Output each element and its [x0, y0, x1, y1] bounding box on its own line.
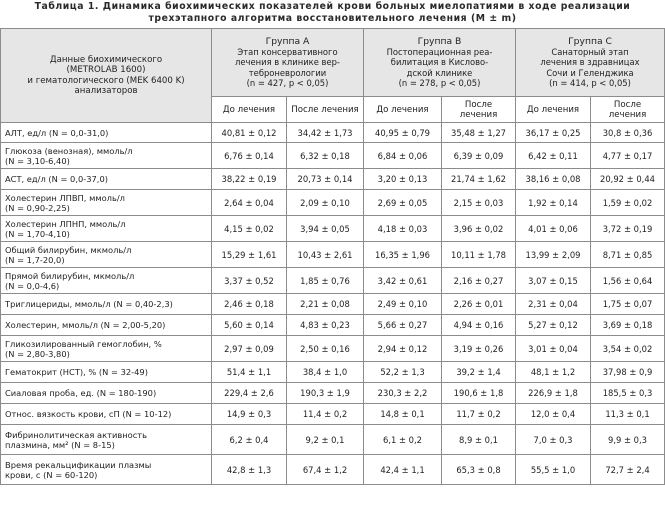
- value-cell: 34,42 ± 1,73: [287, 123, 364, 143]
- group-c-desc: Санаторный этап: [551, 47, 629, 58]
- parameter-header-line: Данные биохимического: [49, 54, 163, 65]
- value-cell: 3,19 ± 0,26: [442, 336, 516, 362]
- table-row: [1, 425, 665, 455]
- group-b-desc: Постоперационная реа-: [386, 47, 493, 58]
- value-cell: 2,97 ± 0,09: [212, 336, 287, 362]
- value-cell: 3,54 ± 0,02: [591, 336, 665, 362]
- value-cell: 4,01 ± 0,06: [516, 216, 591, 242]
- value-cell: 39,2 ± 1,4: [442, 362, 516, 383]
- table-row: [1, 190, 665, 216]
- value-cell: 230,3 ± 2,2: [364, 383, 442, 404]
- group-b-header: [364, 29, 516, 97]
- group-a-desc: лечения в клинике вер-: [235, 57, 340, 68]
- value-cell: 36,17 ± 0,25: [516, 123, 591, 143]
- value-cell: 38,22 ± 0,19: [212, 169, 287, 190]
- after-treatment-header: После лечения: [591, 97, 665, 123]
- parameter-label: [1, 123, 212, 143]
- value-cell: 30,8 ± 0,36: [591, 123, 665, 143]
- group-a-desc: теброневрологии: [248, 67, 327, 78]
- table-header: [1, 29, 665, 123]
- value-cell: 11,7 ± 0,2: [442, 404, 516, 425]
- value-cell: 4,94 ± 0,16: [442, 315, 516, 336]
- table-row: [1, 143, 665, 169]
- group-a-header: [212, 29, 364, 97]
- value-cell: 42,8 ± 1,3: [212, 455, 287, 485]
- table-body: [1, 123, 665, 485]
- value-cell: 10,11 ± 1,78: [442, 242, 516, 268]
- value-cell: 2,64 ± 0,04: [212, 190, 287, 216]
- parameter-label: [1, 242, 212, 268]
- value-cell: 7,0 ± 0,3: [516, 425, 591, 455]
- parameter-name: Холестерин ЛПНП, ммоль/л: [5, 218, 126, 229]
- value-cell: 37,98 ± 0,9: [591, 362, 665, 383]
- value-cell: 3,96 ± 0,02: [442, 216, 516, 242]
- value-cell: 190,6 ± 1,8: [442, 383, 516, 404]
- table-row: [1, 216, 665, 242]
- value-cell: 226,9 ± 1,8: [516, 383, 591, 404]
- table-row: [1, 268, 665, 294]
- value-cell: 9,9 ± 0,3: [591, 425, 665, 455]
- parameter-label: [1, 455, 212, 485]
- value-cell: 2,50 ± 0,16: [287, 336, 364, 362]
- parameter-label: [1, 216, 212, 242]
- table-row: [1, 123, 665, 143]
- value-cell: 11,3 ± 0,1: [591, 404, 665, 425]
- value-cell: 3,07 ± 0,15: [516, 268, 591, 294]
- parameter-norm: (N = 1,7-20,0): [5, 254, 65, 265]
- parameter-norm: (N = 2,80-3,80): [5, 348, 70, 359]
- parameter-label: [1, 190, 212, 216]
- value-cell: 12,0 ± 0,4: [516, 404, 591, 425]
- value-cell: 3,42 ± 0,61: [364, 268, 442, 294]
- group-c-stats: (n = 414, p < 0,05): [549, 77, 631, 88]
- table-caption-line2: трехэтапного алгоритма восстановительного лечения (M ± m): [148, 13, 517, 24]
- parameter-name: Гликозилированный гемоглобин, %: [5, 338, 162, 349]
- value-cell: 6,1 ± 0,2: [364, 425, 442, 455]
- parameter-label: [1, 425, 212, 455]
- parameter-name: Сиаловая проба, ед. (N = 180-190): [5, 388, 157, 398]
- value-cell: 35,48 ± 1,27: [442, 123, 516, 143]
- group-b-desc: билитация в Кислово-: [390, 57, 489, 68]
- parameter-name: Прямой билирубин, мкмоль/л: [5, 270, 135, 281]
- parameter-name: Общий билирубин, мкмоль/л: [5, 244, 132, 255]
- value-cell: 3,94 ± 0,05: [287, 216, 364, 242]
- table-caption-line1: Таблица 1. Динамика биохимических показателей крови больных миелопатиями в ходе реализации: [34, 1, 631, 12]
- parameter-name: Триглицериды, ммоль/л (N = 0,40-2,3): [5, 299, 173, 309]
- before-treatment-header: До лечения: [364, 97, 442, 123]
- after-treatment-header: После лечения: [287, 97, 364, 123]
- value-cell: 21,74 ± 1,62: [442, 169, 516, 190]
- value-cell: 8,9 ± 0,1: [442, 425, 516, 455]
- value-cell: 2,15 ± 0,03: [442, 190, 516, 216]
- value-cell: 6,32 ± 0,18: [287, 143, 364, 169]
- value-cell: 55,5 ± 1,0: [516, 455, 591, 485]
- table-row: [1, 294, 665, 315]
- parameter-norm: крови, с (N = 60-120): [5, 469, 98, 480]
- value-cell: 72,7 ± 2,4: [591, 455, 665, 485]
- table-row: [1, 455, 665, 485]
- value-cell: 11,4 ± 0,2: [287, 404, 364, 425]
- value-cell: 6,39 ± 0,09: [442, 143, 516, 169]
- value-cell: 38,4 ± 1,0: [287, 362, 364, 383]
- value-cell: 6,84 ± 0,06: [364, 143, 442, 169]
- value-cell: 2,21 ± 0,08: [287, 294, 364, 315]
- value-cell: 3,20 ± 0,13: [364, 169, 442, 190]
- table-row: [1, 383, 665, 404]
- value-cell: 2,46 ± 0,18: [212, 294, 287, 315]
- value-cell: 2,69 ± 0,05: [364, 190, 442, 216]
- parameter-name: Гематокрит (HCT), % (N = 32-49): [5, 367, 148, 377]
- parameter-label: [1, 268, 212, 294]
- group-a-desc: Этап консервативного: [237, 47, 338, 58]
- value-cell: 15,29 ± 1,61: [212, 242, 287, 268]
- value-cell: 40,95 ± 0,79: [364, 123, 442, 143]
- value-cell: 42,4 ± 1,1: [364, 455, 442, 485]
- table-row: [1, 169, 665, 190]
- group-b-stats: (n = 278, p < 0,05): [398, 77, 481, 88]
- value-cell: 9,2 ± 0,1: [287, 425, 364, 455]
- parameter-name: Относ. вязкость крови, сП (N = 10-12): [5, 409, 172, 419]
- parameter-name: Холестерин, ммоль/л (N = 2,00-5,20): [5, 320, 166, 330]
- parameter-column-header: [1, 29, 212, 123]
- value-cell: 13,99 ± 2,09: [516, 242, 591, 268]
- group-c-desc: Сочи и Геленджика: [546, 67, 634, 78]
- value-cell: 65,3 ± 0,8: [442, 455, 516, 485]
- value-cell: 229,4 ± 2,6: [212, 383, 287, 404]
- value-cell: 20,92 ± 0,44: [591, 169, 665, 190]
- value-cell: 3,37 ± 0,52: [212, 268, 287, 294]
- table-row: [1, 404, 665, 425]
- value-cell: 3,01 ± 0,04: [516, 336, 591, 362]
- value-cell: 48,1 ± 1,2: [516, 362, 591, 383]
- table-row: [1, 362, 665, 383]
- parameter-norm: (N = 3,10-6,40): [5, 155, 70, 166]
- value-cell: 1,75 ± 0,07: [591, 294, 665, 315]
- parameter-name: Холестерин ЛПВП, ммоль/л: [5, 192, 125, 203]
- group-b-name: Группа B: [417, 35, 462, 47]
- value-cell: 2,94 ± 0,12: [364, 336, 442, 362]
- parameter-norm: (N = 0,90-2,25): [5, 202, 70, 213]
- value-cell: 6,76 ± 0,14: [212, 143, 287, 169]
- parameter-norm: (N = 1,70-4,10): [5, 228, 70, 239]
- value-cell: 8,71 ± 0,85: [591, 242, 665, 268]
- value-cell: 67,4 ± 1,2: [287, 455, 364, 485]
- table-row: [1, 315, 665, 336]
- value-cell: 4,18 ± 0,03: [364, 216, 442, 242]
- group-a-stats: (n = 427, p < 0,05): [246, 77, 329, 88]
- parameter-label: [1, 383, 212, 404]
- value-cell: 6,2 ± 0,4: [212, 425, 287, 455]
- parameter-name: АЛТ, ед/л (N = 0,0-31,0): [5, 127, 109, 138]
- value-cell: 52,2 ± 1,3: [364, 362, 442, 383]
- value-cell: 1,92 ± 0,14: [516, 190, 591, 216]
- value-cell: 14,8 ± 0,1: [364, 404, 442, 425]
- data-table: [0, 28, 665, 485]
- group-c-desc: лечения в здравницах: [540, 57, 640, 68]
- value-cell: 185,5 ± 0,3: [591, 383, 665, 404]
- group-c-name: Группа C: [568, 35, 612, 47]
- parameter-norm: (N = 0,0-4,6): [5, 280, 60, 291]
- parameter-label: [1, 294, 212, 315]
- group-b-desc: дской клинике: [406, 67, 473, 78]
- table-caption: [0, 0, 665, 27]
- value-cell: 5,27 ± 0,12: [516, 315, 591, 336]
- before-treatment-header: До лечения: [212, 97, 287, 123]
- group-c-header: [516, 29, 665, 97]
- parameter-name: Глюкоза (венозная), ммоль/л: [5, 145, 133, 156]
- value-cell: 190,3 ± 1,9: [287, 383, 364, 404]
- after-treatment-header: После лечения: [442, 97, 516, 123]
- value-cell: 38,16 ± 0,08: [516, 169, 591, 190]
- parameter-norm: плазмина, мм² (N = 8-15): [5, 439, 115, 450]
- group-a-name: Группа A: [265, 35, 310, 47]
- value-cell: 10,43 ± 2,61: [287, 242, 364, 268]
- value-cell: 2,49 ± 0,10: [364, 294, 442, 315]
- value-cell: 2,09 ± 0,10: [287, 190, 364, 216]
- value-cell: 4,77 ± 0,17: [591, 143, 665, 169]
- before-treatment-header: До лечения: [516, 97, 591, 123]
- parameter-header-line: и гематологического (MEK 6400 K): [27, 75, 185, 86]
- value-cell: 2,16 ± 0,27: [442, 268, 516, 294]
- parameter-header-line: анализаторов: [74, 86, 138, 96]
- value-cell: 16,35 ± 1,96: [364, 242, 442, 268]
- parameter-label: [1, 404, 212, 425]
- parameter-label: [1, 143, 212, 169]
- value-cell: 1,85 ± 0,76: [287, 268, 364, 294]
- value-cell: 20,73 ± 0,14: [287, 169, 364, 190]
- value-cell: 1,56 ± 0,64: [591, 268, 665, 294]
- value-cell: 4,15 ± 0,02: [212, 216, 287, 242]
- parameter-name: Фибринолитическая активность: [5, 429, 148, 440]
- value-cell: 5,60 ± 0,14: [212, 315, 287, 336]
- parameter-label: [1, 336, 212, 362]
- parameter-name: Время рекальцификации плазмы: [5, 459, 152, 470]
- value-cell: 5,66 ± 0,27: [364, 315, 442, 336]
- value-cell: 40,81 ± 0,12: [212, 123, 287, 143]
- value-cell: 3,69 ± 0,18: [591, 315, 665, 336]
- value-cell: 3,72 ± 0,19: [591, 216, 665, 242]
- value-cell: 4,83 ± 0,23: [287, 315, 364, 336]
- parameter-label: [1, 169, 212, 190]
- table-row: [1, 336, 665, 362]
- value-cell: 2,26 ± 0,01: [442, 294, 516, 315]
- value-cell: 1,59 ± 0,02: [591, 190, 665, 216]
- value-cell: 6,42 ± 0,11: [516, 143, 591, 169]
- table-row: [1, 242, 665, 268]
- parameter-name: АСТ, ед/л (N = 0,0-37,0): [5, 174, 108, 184]
- value-cell: 51,4 ± 1,1: [212, 362, 287, 383]
- parameter-label: [1, 362, 212, 383]
- value-cell: 14,9 ± 0,3: [212, 404, 287, 425]
- value-cell: 2,31 ± 0,04: [516, 294, 591, 315]
- parameter-header-line: (METROLAB 1600): [66, 65, 146, 75]
- parameter-label: [1, 315, 212, 336]
